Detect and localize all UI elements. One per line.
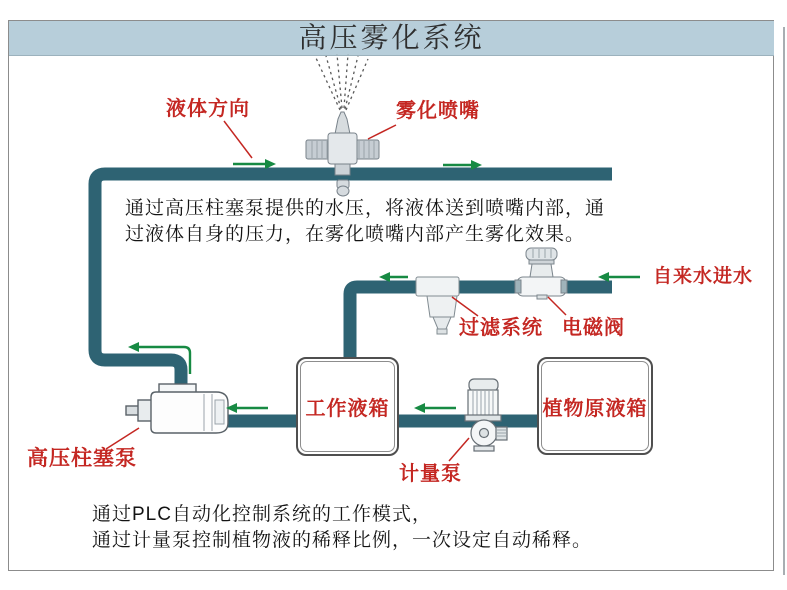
spray-icon xyxy=(316,54,368,110)
label-plunger-pump: 高压柱塞泵 xyxy=(27,447,137,470)
top-description xyxy=(125,196,605,248)
leader-atomizing-nozzle xyxy=(368,125,396,139)
leader-liquid-direction xyxy=(224,121,252,158)
filter-icon xyxy=(416,277,459,334)
plant-stock-tank xyxy=(537,357,653,455)
working-tank xyxy=(296,357,399,456)
top-description-line2: 过液体自身的压力，在雾化喷嘴内部产生雾化效果。 xyxy=(125,224,586,245)
flow-arrow-tank-tank xyxy=(414,403,456,413)
label-tap-water-inlet: 自来水进水 xyxy=(653,266,754,287)
solenoid-valve-icon xyxy=(515,248,567,299)
metering-pump-icon xyxy=(465,379,507,451)
bottom-description-line2: 通过计量泵控制植物液的稀释比例，一次设定自动稀释。 xyxy=(92,530,593,551)
top-description-line1: 通过高压柱塞泵提供的水压，将液体送到喷嘴内部，通 xyxy=(125,198,606,219)
label-metering-pump: 计量泵 xyxy=(399,463,462,485)
page-title: 高压雾化系统 xyxy=(298,22,485,53)
plant-stock-tank-label: 植物原液箱 xyxy=(542,397,648,420)
label-liquid-direction: 液体方向 xyxy=(166,98,250,120)
flow-arrow-pump-tank xyxy=(226,403,268,413)
atomizing-nozzle-icon xyxy=(306,112,379,196)
working-tank-label: 工作液箱 xyxy=(305,398,390,420)
bottom-description xyxy=(92,502,592,554)
label-atomizing-nozzle: 雾化喷嘴 xyxy=(396,100,480,122)
label-filter-system: 过滤系统 xyxy=(459,317,543,339)
label-solenoid-valve: 电磁阀 xyxy=(562,317,625,339)
leader-solenoid-valve xyxy=(548,297,566,315)
bottom-description-line1: 通过PLC自动化控制系统的工作模式， xyxy=(92,504,432,525)
plunger-pump-icon xyxy=(126,384,228,433)
leader-metering-pump xyxy=(449,438,469,461)
leader-plunger-pump xyxy=(106,428,139,449)
